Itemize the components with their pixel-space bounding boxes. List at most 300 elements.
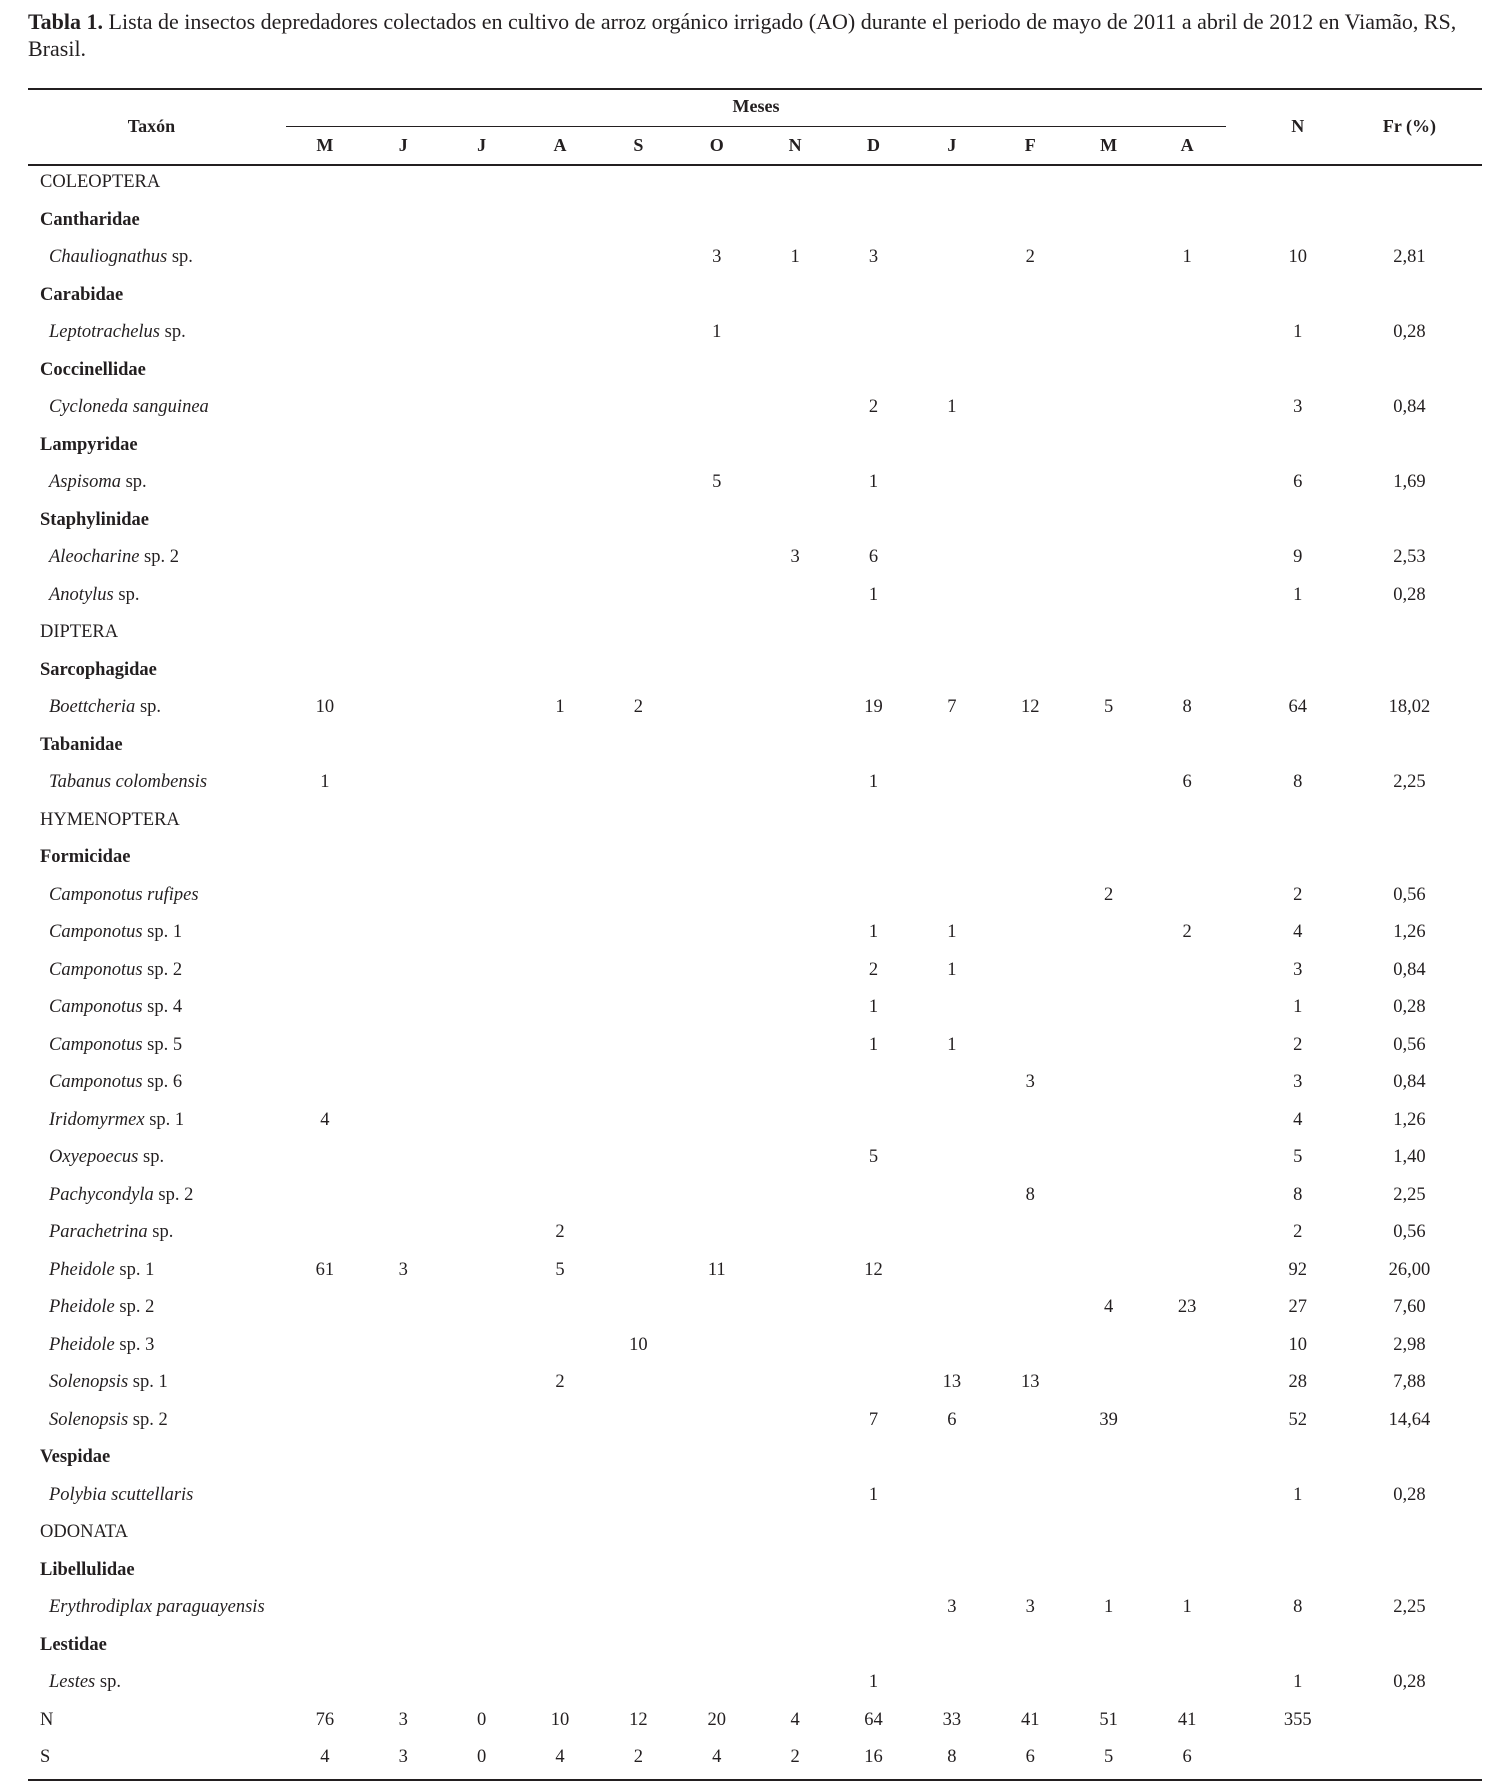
- month-count: [442, 1477, 520, 1515]
- gap-cell: [275, 989, 286, 1027]
- month-count: [521, 1027, 599, 1065]
- taxon-name: [28, 1102, 275, 1140]
- month-count: [991, 652, 1069, 690]
- month-count: [1148, 952, 1227, 990]
- table-row: [28, 952, 1482, 990]
- month-count: [521, 1289, 599, 1327]
- month-count: [599, 352, 677, 390]
- total-n: 8: [1293, 1597, 1303, 1618]
- month-count: 3: [398, 1747, 408, 1768]
- gap-cell: [1226, 1027, 1258, 1065]
- frequency-percent: 0,28: [1393, 322, 1426, 343]
- month-count: [913, 802, 991, 840]
- gap-cell: [275, 352, 286, 390]
- month-count: [286, 464, 364, 502]
- month-count: [286, 1027, 364, 1065]
- month-count: [834, 877, 912, 915]
- month-count: [1148, 839, 1227, 877]
- month-count: [521, 952, 599, 990]
- month-count: 1: [1104, 1597, 1114, 1618]
- month-count: [678, 1139, 756, 1177]
- month-count: [364, 1027, 442, 1065]
- month-count: [1069, 1214, 1147, 1252]
- taxon-name: DIPTERA: [40, 622, 119, 643]
- month-count: [913, 1252, 991, 1290]
- taxon-name: [28, 1589, 275, 1627]
- month-count: 3: [947, 1597, 957, 1618]
- species-genus: Tabanus colombensis: [49, 772, 208, 793]
- month-count: [678, 1514, 756, 1552]
- family-row: [28, 502, 1482, 540]
- species-genus: Polybia scuttellaris: [49, 1484, 194, 1505]
- header-gap-left: [275, 88, 286, 126]
- month-count: [599, 464, 677, 502]
- month-count: [599, 1439, 677, 1477]
- month-count: 6: [1182, 772, 1192, 793]
- month-count: [286, 1139, 364, 1177]
- month-count: [599, 239, 677, 277]
- month-count: [756, 652, 834, 690]
- month-count: [756, 1139, 834, 1177]
- taxon-name: [28, 1064, 275, 1102]
- column-header-fr: Fr (%): [1382, 115, 1437, 136]
- month-count: [756, 164, 834, 202]
- gap-cell: [275, 1139, 286, 1177]
- month-count: [991, 1552, 1069, 1590]
- month-count: 19: [864, 697, 883, 718]
- month-count: 10: [629, 1334, 648, 1355]
- species-genus: Pachycondyla: [49, 1184, 154, 1205]
- month-count: [678, 727, 756, 765]
- month-count: [913, 277, 991, 315]
- table-row: [28, 877, 1482, 915]
- month-count: 1: [947, 1034, 957, 1055]
- family-row: [28, 652, 1482, 690]
- month-count: [1069, 577, 1147, 615]
- family-row: [28, 839, 1482, 877]
- month-count: 13: [1021, 1372, 1040, 1393]
- month-count: [756, 1102, 834, 1140]
- month-count: 8: [947, 1747, 957, 1768]
- taxon-name: Vespidae: [40, 1447, 111, 1468]
- month-count: [913, 1139, 991, 1177]
- month-count: 4: [712, 1747, 722, 1768]
- frequency-percent: 2,25: [1393, 1597, 1426, 1618]
- month-count: [364, 1327, 442, 1365]
- month-count: [599, 802, 677, 840]
- month-count: [521, 652, 599, 690]
- month-count: [756, 989, 834, 1027]
- total-n: 1: [1293, 1484, 1303, 1505]
- month-count: [364, 1627, 442, 1665]
- month-count: [678, 914, 756, 952]
- column-header-n: N: [1291, 115, 1305, 136]
- month-count: [286, 539, 364, 577]
- month-count: [913, 427, 991, 465]
- gap-cell: [1226, 539, 1258, 577]
- month-count: [1069, 389, 1147, 427]
- month-count: [756, 464, 834, 502]
- frequency-percent: [1337, 1739, 1482, 1777]
- frequency-percent: [1337, 352, 1482, 390]
- month-count: [756, 1064, 834, 1102]
- month-count: [1069, 1102, 1147, 1140]
- gap-cell: [275, 727, 286, 765]
- taxon-name: HYMENOPTERA: [40, 809, 180, 830]
- column-header-month: M: [1100, 134, 1118, 155]
- species-suffix: sp. 2: [128, 1409, 168, 1430]
- gap-cell: [1226, 877, 1258, 915]
- month-count: [834, 1627, 912, 1665]
- month-count: [521, 1064, 599, 1102]
- month-count: [1069, 539, 1147, 577]
- month-count: [913, 727, 991, 765]
- family-row: [28, 202, 1482, 240]
- month-count: 1: [868, 1484, 879, 1505]
- month-count: [1148, 1552, 1227, 1590]
- month-count: [1069, 989, 1147, 1027]
- order-row: [28, 1514, 1482, 1552]
- month-count: [991, 1214, 1069, 1252]
- month-count: [834, 277, 912, 315]
- species-suffix: sp. 1: [114, 1259, 155, 1280]
- frequency-percent: 0,56: [1393, 1034, 1426, 1055]
- month-count: [521, 802, 599, 840]
- month-count: [1148, 577, 1227, 615]
- month-count: [678, 989, 756, 1027]
- gap-cell: [275, 877, 286, 915]
- month-count: [364, 1064, 442, 1102]
- gap-cell: [1226, 1364, 1258, 1402]
- month-count: [1069, 352, 1147, 390]
- month-count: [599, 914, 677, 952]
- taxon-name: Lampyridae: [40, 434, 138, 455]
- species-genus: Camponotus: [49, 997, 143, 1018]
- month-count: [1069, 1177, 1147, 1215]
- month-count: [364, 239, 442, 277]
- species-genus: Camponotus rufipes: [49, 884, 199, 905]
- month-count: [286, 239, 364, 277]
- month-count: [678, 1214, 756, 1252]
- month-count: [442, 1289, 520, 1327]
- month-count: [913, 1627, 991, 1665]
- frequency-percent: [1337, 839, 1482, 877]
- frequency-percent: [1337, 614, 1482, 652]
- total-n: 27: [1288, 1297, 1307, 1318]
- month-count: [286, 652, 364, 690]
- month-count: [991, 727, 1069, 765]
- month-count: [364, 839, 442, 877]
- month-count: [364, 764, 442, 802]
- month-count: [1148, 1327, 1227, 1365]
- table-row: [28, 1214, 1482, 1252]
- order-row: [28, 614, 1482, 652]
- month-count: [364, 539, 442, 577]
- month-count: 5: [1104, 1747, 1114, 1768]
- month-count: [756, 427, 834, 465]
- month-count: [364, 464, 442, 502]
- month-count: [1069, 1514, 1147, 1552]
- month-count: [991, 1627, 1069, 1665]
- month-count: [442, 539, 520, 577]
- month-count: [678, 1177, 756, 1215]
- gap-cell: [275, 314, 286, 352]
- species-genus: Chauliognathus: [49, 247, 168, 268]
- month-count: [1069, 1664, 1147, 1702]
- month-count: 23: [1177, 1297, 1197, 1318]
- month-count: [991, 577, 1069, 615]
- month-count: [286, 502, 364, 540]
- month-count: [1148, 1102, 1227, 1140]
- month-count: 3: [398, 1709, 408, 1730]
- caption-text: Lista de insectos depredadores colectados en cultivo de arroz orgánico irrigado (AO) durante el periodo de mayo de 2011 a abril de 2012 en Viamão, RS, Brasil.: [28, 9, 1457, 61]
- table-row: [28, 1177, 1482, 1215]
- month-count: 2: [555, 1222, 565, 1243]
- month-count: 1: [868, 772, 879, 793]
- month-count: [834, 352, 912, 390]
- species-genus: Lestes: [49, 1672, 96, 1693]
- month-count: [913, 652, 991, 690]
- month-count: [286, 1064, 364, 1102]
- frequency-percent: [1337, 502, 1482, 540]
- taxon-name: [28, 914, 275, 952]
- month-count: [599, 314, 677, 352]
- month-count: [1148, 389, 1227, 427]
- gap-cell: [275, 1289, 286, 1327]
- month-count: [678, 1064, 756, 1102]
- month-count: [756, 502, 834, 540]
- month-count: [442, 1252, 520, 1290]
- frequency-percent: [1337, 1702, 1482, 1740]
- month-count: 6: [947, 1409, 957, 1430]
- month-count: [599, 202, 677, 240]
- species-genus: Aspisoma: [49, 472, 121, 493]
- month-count: [834, 1177, 912, 1215]
- taxon-name: [28, 1027, 275, 1065]
- month-count: [364, 652, 442, 690]
- month-count: [834, 1289, 912, 1327]
- month-count: [599, 839, 677, 877]
- taxon-name: Coccinellidae: [40, 359, 146, 380]
- taxon-name: S: [40, 1747, 51, 1768]
- family-row: [28, 352, 1482, 390]
- month-count: [1069, 952, 1147, 990]
- gap-cell: [1226, 764, 1258, 802]
- species-suffix: sp. 2: [139, 547, 179, 568]
- species-suffix: sp. 2: [114, 1297, 155, 1318]
- month-count: [286, 202, 364, 240]
- month-count: [364, 952, 442, 990]
- header-gap-right-2: [1226, 126, 1258, 164]
- frequency-percent: 0,28: [1393, 584, 1426, 605]
- month-count: 1: [868, 1034, 879, 1055]
- month-count: [991, 839, 1069, 877]
- species-suffix: sp. 2: [153, 1184, 194, 1205]
- month-count: [1069, 802, 1147, 840]
- gap-cell: [275, 1664, 286, 1702]
- month-count: [521, 989, 599, 1027]
- month-count: [442, 989, 520, 1027]
- month-count: [286, 727, 364, 765]
- gap-cell: [1226, 952, 1258, 990]
- month-count: [1069, 1252, 1147, 1290]
- month-count: [442, 952, 520, 990]
- month-count: [1069, 764, 1147, 802]
- month-count: [834, 1514, 912, 1552]
- month-count: [599, 1664, 677, 1702]
- gap-cell: [275, 1064, 286, 1102]
- table-row: [28, 577, 1482, 615]
- month-count: [991, 1402, 1069, 1440]
- species-suffix: sp.: [95, 1672, 121, 1693]
- month-count: [1069, 427, 1147, 465]
- frequency-percent: 26,00: [1388, 1259, 1431, 1280]
- month-count: [913, 314, 991, 352]
- month-count: [521, 1477, 599, 1515]
- month-count: [756, 914, 834, 952]
- month-count: [678, 1627, 756, 1665]
- month-count: [364, 1364, 442, 1402]
- month-count: [521, 1439, 599, 1477]
- gap-cell: [1226, 614, 1258, 652]
- month-count: [521, 164, 599, 202]
- month-count: [913, 989, 991, 1027]
- month-count: [286, 314, 364, 352]
- column-header-taxon: Taxón: [127, 115, 176, 136]
- month-count: [991, 1514, 1069, 1552]
- total-n: 92: [1288, 1259, 1307, 1280]
- taxon-name: [28, 577, 275, 615]
- month-count: [442, 1027, 520, 1065]
- month-count: [364, 877, 442, 915]
- month-count: [678, 539, 756, 577]
- total-n: 8: [1293, 772, 1303, 793]
- month-count: [1069, 1439, 1147, 1477]
- month-count: [756, 1402, 834, 1440]
- month-count: [1148, 1439, 1227, 1477]
- gap-cell: [1226, 1739, 1258, 1777]
- month-count: [286, 1327, 364, 1365]
- month-count: [521, 1589, 599, 1627]
- month-count: [442, 427, 520, 465]
- month-count: 16: [864, 1747, 883, 1768]
- total-n: 3: [1293, 397, 1303, 418]
- month-count: [521, 464, 599, 502]
- month-count: [364, 577, 442, 615]
- gap-cell: [1226, 1177, 1258, 1215]
- gap-cell: [275, 239, 286, 277]
- month-count: [599, 952, 677, 990]
- total-n: [1259, 839, 1337, 877]
- month-count: [364, 1514, 442, 1552]
- gap-cell: [275, 1589, 286, 1627]
- gap-cell: [275, 914, 286, 952]
- month-count: [364, 164, 442, 202]
- month-count: [756, 689, 834, 727]
- table-caption: [28, 8, 1488, 62]
- month-count: 61: [315, 1259, 335, 1280]
- gap-cell: [1226, 1514, 1258, 1552]
- month-count: [1069, 839, 1147, 877]
- species-genus: Anotylus: [49, 584, 114, 605]
- total-n: 5: [1293, 1147, 1303, 1168]
- month-count: 4: [320, 1109, 330, 1130]
- month-count: [286, 1552, 364, 1590]
- month-count: 64: [864, 1709, 883, 1730]
- species-genus: Solenopsis: [49, 1409, 129, 1430]
- total-n: [1259, 727, 1337, 765]
- month-count: [1148, 427, 1227, 465]
- month-count: [599, 1589, 677, 1627]
- month-count: [834, 1439, 912, 1477]
- total-n: 2: [1293, 884, 1303, 905]
- month-count: [1148, 1514, 1227, 1552]
- month-count: [756, 1589, 834, 1627]
- month-count: [599, 989, 677, 1027]
- taxon-name: [28, 1139, 275, 1177]
- month-count: [442, 1627, 520, 1665]
- month-count: [1148, 1252, 1227, 1290]
- gap-cell: [1226, 727, 1258, 765]
- month-count: 2: [868, 397, 879, 418]
- month-count: [442, 1102, 520, 1140]
- month-count: [678, 1439, 756, 1477]
- family-row: [28, 727, 1482, 765]
- month-count: [991, 1102, 1069, 1140]
- taxon-name: Cantharidae: [40, 209, 140, 230]
- gap-cell: [1226, 277, 1258, 315]
- month-count: [991, 1252, 1069, 1290]
- table-row: [28, 1402, 1482, 1440]
- table-row: [28, 239, 1482, 277]
- month-count: [286, 577, 364, 615]
- taxon-name: N: [40, 1709, 54, 1730]
- month-count: [442, 1664, 520, 1702]
- month-count: [756, 1664, 834, 1702]
- table-row: [28, 989, 1482, 1027]
- frequency-percent: [1337, 1439, 1482, 1477]
- month-count: 1: [868, 997, 879, 1018]
- species-suffix: sp. 2: [142, 959, 183, 980]
- month-count: [521, 877, 599, 915]
- month-count: [442, 1177, 520, 1215]
- family-row: [28, 1439, 1482, 1477]
- month-count: [991, 164, 1069, 202]
- month-count: [756, 839, 834, 877]
- gap-cell: [1226, 1327, 1258, 1365]
- month-count: [442, 352, 520, 390]
- month-count: [756, 577, 834, 615]
- gap-cell: [1226, 1064, 1258, 1102]
- month-count: [991, 614, 1069, 652]
- month-count: [521, 914, 599, 952]
- species-genus: Camponotus: [49, 922, 143, 943]
- month-count: [521, 389, 599, 427]
- month-count: [1148, 614, 1227, 652]
- month-count: [913, 1477, 991, 1515]
- total-n: 2: [1293, 1222, 1303, 1243]
- gap-cell: [1226, 1214, 1258, 1252]
- month-count: [442, 1402, 520, 1440]
- table-row: [28, 1139, 1482, 1177]
- month-count: [991, 539, 1069, 577]
- month-count: [442, 614, 520, 652]
- species-suffix: sp.: [135, 697, 162, 718]
- month-count: [521, 1177, 599, 1215]
- frequency-percent: [1337, 727, 1482, 765]
- total-n: 4: [1293, 922, 1303, 943]
- month-count: [1148, 164, 1227, 202]
